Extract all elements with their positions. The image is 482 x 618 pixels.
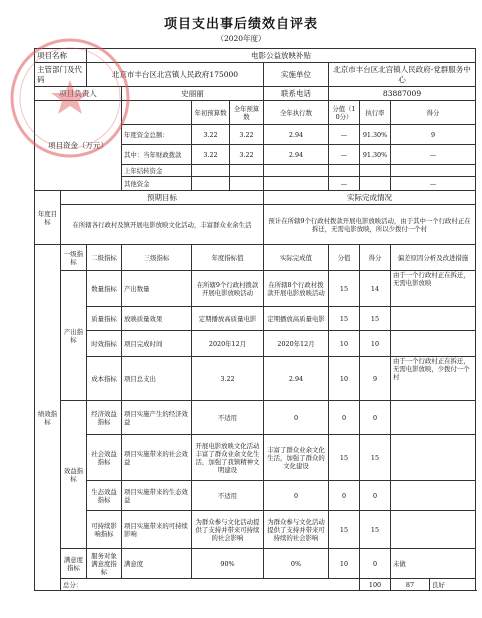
phone-label: 联系电话 [264, 87, 329, 101]
expected-goal-label: 预期目标 [61, 191, 264, 205]
perf-score: 10 [329, 549, 360, 579]
perf-points: 0 [360, 549, 391, 579]
perf-actual: 0 [264, 401, 329, 435]
dept-label: 主管部门及代码 [35, 63, 87, 87]
project-name-label: 项目名称 [35, 49, 87, 63]
project-name-row [35, 49, 476, 63]
perf-actual: 0 [264, 481, 329, 511]
funds-full: 3.22 [230, 145, 264, 165]
perf-actual: 定期播放高质量电影 [264, 307, 329, 331]
funds-points: 9 [391, 125, 476, 145]
perf-l3: 项目实施带来的社会效益 [122, 435, 192, 481]
perf-score: 10 [329, 331, 360, 357]
perf-target: 为群众参与文化活动提供了支持并带来可持续的社会影响 [192, 511, 264, 549]
satisfaction-label: 满意度指标 [61, 549, 87, 579]
output-label: 产出指标 [61, 271, 87, 401]
h-reason: 偏差原因分析及改进措施 [391, 245, 476, 271]
perf-points: 15 [360, 307, 391, 331]
perf-reason [391, 331, 476, 357]
page-title: 项目支出事后绩效自评表 [163, 17, 318, 32]
perf-l2: 服务对象满意度指标 [87, 549, 122, 579]
perf-reason: 由于一个行政村正在拆迁，无需电影放映，少拨付一个村 [391, 357, 476, 401]
funds-score: — [329, 125, 360, 145]
evaluation-table [34, 48, 476, 591]
perf-target: 不适用 [192, 481, 264, 511]
dept-value: 北京市丰台区北宫镇人民政府175000 [87, 63, 264, 87]
perf-points: 10 [360, 331, 391, 357]
perf-header-row [35, 245, 476, 271]
funds-initial: 3.22 [192, 145, 230, 165]
perf-l3: 产出数量 [122, 271, 192, 307]
perf-score: 0 [329, 401, 360, 435]
perf-score: 15 [329, 307, 360, 331]
perf-row [35, 331, 476, 357]
perf-row [35, 307, 476, 331]
funds-score: — [329, 177, 360, 191]
perf-reason [391, 435, 476, 481]
perf-l2: 生态效益指标 [87, 481, 122, 511]
perf-row [35, 271, 476, 307]
perf-score: 15 [329, 271, 360, 307]
perf-target: 不适用 [192, 401, 264, 435]
funds-label: 项目资金（万元） [35, 101, 122, 191]
perf-actual: 在所辖8个行政村拨款开展电影放映活动 [264, 271, 329, 307]
perf-target: 90% [192, 549, 264, 579]
perf-actual: 2.94 [264, 357, 329, 401]
funds-full [230, 165, 264, 177]
funds-row-label: 年度资金总额： [122, 125, 192, 145]
h-score: 分值 [329, 245, 360, 271]
funds-row-label: 其中：当年财政拨款 [122, 145, 192, 165]
col-initial-budget: 年初预算数 [192, 101, 230, 125]
phone-value: 83887009 [329, 87, 476, 101]
perf-l3: 项目总支出 [122, 357, 192, 401]
funds-exec [264, 177, 329, 191]
h-level2: 二级指标 [87, 245, 122, 271]
perf-l2: 数量指标 [87, 271, 122, 307]
funds-rate [360, 165, 391, 177]
report-year: （2020年度） [216, 34, 266, 43]
perf-actual: 0% [264, 549, 329, 579]
actual-result: 预计在所辖9个行政村拨款开展电影放映活动，由于其中一个行政村正在拆迁，无需电影放映，所以少拨付一个村 [264, 205, 476, 245]
perf-row [35, 549, 476, 579]
total-row [35, 579, 476, 591]
perf-l2: 成本指标 [87, 357, 122, 401]
perf-reason: 由于一个行政村正在拆迁，无需电影放映 [391, 271, 476, 307]
perf-target: 定期播放高质量电影 [192, 307, 264, 331]
funds-rate [360, 177, 391, 191]
goals-label: 年度目标 [35, 191, 61, 245]
perf-l3: 项目实施带来的生态效益 [122, 481, 192, 511]
perf-actual: 为群众参与文化活动提供了支持并带来可持续的社会影响 [264, 511, 329, 549]
funds-initial [192, 165, 230, 177]
total-label: 总分： [61, 579, 360, 591]
perf-row [35, 435, 476, 481]
perf-score: 15 [329, 435, 360, 481]
perf-score: 0 [329, 481, 360, 511]
funds-score: — [329, 145, 360, 165]
perf-l2: 时效指标 [87, 331, 122, 357]
perf-row [35, 357, 476, 401]
effect-label: 效益指标 [61, 401, 87, 549]
perf-points: 15 [360, 511, 391, 549]
perf-l3: 满意度 [122, 549, 192, 579]
goals-row [35, 205, 476, 245]
total-points: 87 [391, 579, 430, 591]
funds-exec [264, 165, 329, 177]
col-points: 得分 [391, 101, 476, 125]
perf-points: 0 [360, 401, 391, 435]
perf-reason [391, 307, 476, 331]
perf-l3: 放映质量效果 [122, 307, 192, 331]
impl-unit-value: 北京市丰台区北宫镇人民政府-党群服务中心 [329, 63, 476, 87]
leader-row [35, 87, 476, 101]
perf-target: 开展电影放映文化活动丰富了群众业余文化生活，加强了我镇精神文明建设 [192, 435, 264, 481]
perf-target: 3.22 [192, 357, 264, 401]
h-level1: 一级指标 [61, 245, 87, 271]
funds-points: — [391, 145, 476, 165]
perf-reason [391, 481, 476, 511]
dept-row [35, 63, 476, 87]
leader-label: 项目负责人 [35, 87, 122, 101]
perf-l2: 社会效益指标 [87, 435, 122, 481]
perf-actual: 2020年12月 [264, 331, 329, 357]
perf-points: 9 [360, 357, 391, 401]
h-actual: 实际完成值 [264, 245, 329, 271]
perf-reason [391, 401, 476, 435]
perf-reason: 未做 [391, 549, 476, 579]
leader-name: 史丽丽 [122, 87, 264, 101]
funds-row-label: 上年结转资金 [122, 165, 192, 177]
perf-label: 绩效指标 [35, 245, 61, 591]
project-name: 电影公益放映补贴 [87, 49, 476, 63]
col-executed: 全年执行数 [264, 101, 329, 125]
h-target: 年度指标值 [192, 245, 264, 271]
perf-row [35, 511, 476, 549]
col-full-budget: 全年预算数 [230, 101, 264, 125]
perf-l2: 可持续影响指标 [87, 511, 122, 549]
h-points: 得分 [360, 245, 391, 271]
perf-reason [391, 511, 476, 549]
col-exec-rate: 执行率 [360, 101, 391, 125]
expected-goal: 在所辖各行政村及镇开展电影放映文化活动，丰富群众业余生活 [61, 205, 264, 245]
perf-score: 10 [329, 357, 360, 401]
impl-unit-label: 实施单位 [264, 63, 329, 87]
goals-header-row [35, 191, 476, 205]
perf-l2: 质量指标 [87, 307, 122, 331]
funds-exec: 2.94 [264, 125, 329, 145]
actual-result-label: 实际完成情况 [264, 191, 476, 205]
perf-row [35, 481, 476, 511]
funds-full: 3.22 [230, 125, 264, 145]
perf-l2: 经济效益指标 [87, 401, 122, 435]
funds-header-row [35, 101, 476, 125]
total-grade: 良好 [430, 579, 476, 591]
perf-points: 14 [360, 271, 391, 307]
h-level3: 三级指标 [122, 245, 192, 271]
perf-target: 2020年12月 [192, 331, 264, 357]
funds-rate: 91.30% [360, 145, 391, 165]
funds-full [230, 177, 264, 191]
perf-l3: 项目实施带来的可持续影响 [122, 511, 192, 549]
perf-l3: 项目实施产生的经济效益 [122, 401, 192, 435]
perf-target: 在所辖9个行政村拨款开展电影放映活动 [192, 271, 264, 307]
perf-points: 15 [360, 435, 391, 481]
funds-initial [192, 177, 230, 191]
funds-exec: 2.94 [264, 145, 329, 165]
funds-points [391, 165, 476, 177]
col-score: 分值（10分） [329, 101, 360, 125]
funds-rate: 91.30% [360, 125, 391, 145]
perf-points: 0 [360, 481, 391, 511]
funds-initial: 3.22 [192, 125, 230, 145]
perf-score: 15 [329, 511, 360, 549]
funds-score [329, 165, 360, 177]
perf-actual: 丰富了群众业余文化生活，加强了群众的文化建设 [264, 435, 329, 481]
total-score: 100 [360, 579, 391, 591]
perf-row [35, 401, 476, 435]
perf-l3: 项目完成时间 [122, 331, 192, 357]
funds-points: — [391, 177, 476, 191]
funds-row-label: 其他资金 [122, 177, 192, 191]
